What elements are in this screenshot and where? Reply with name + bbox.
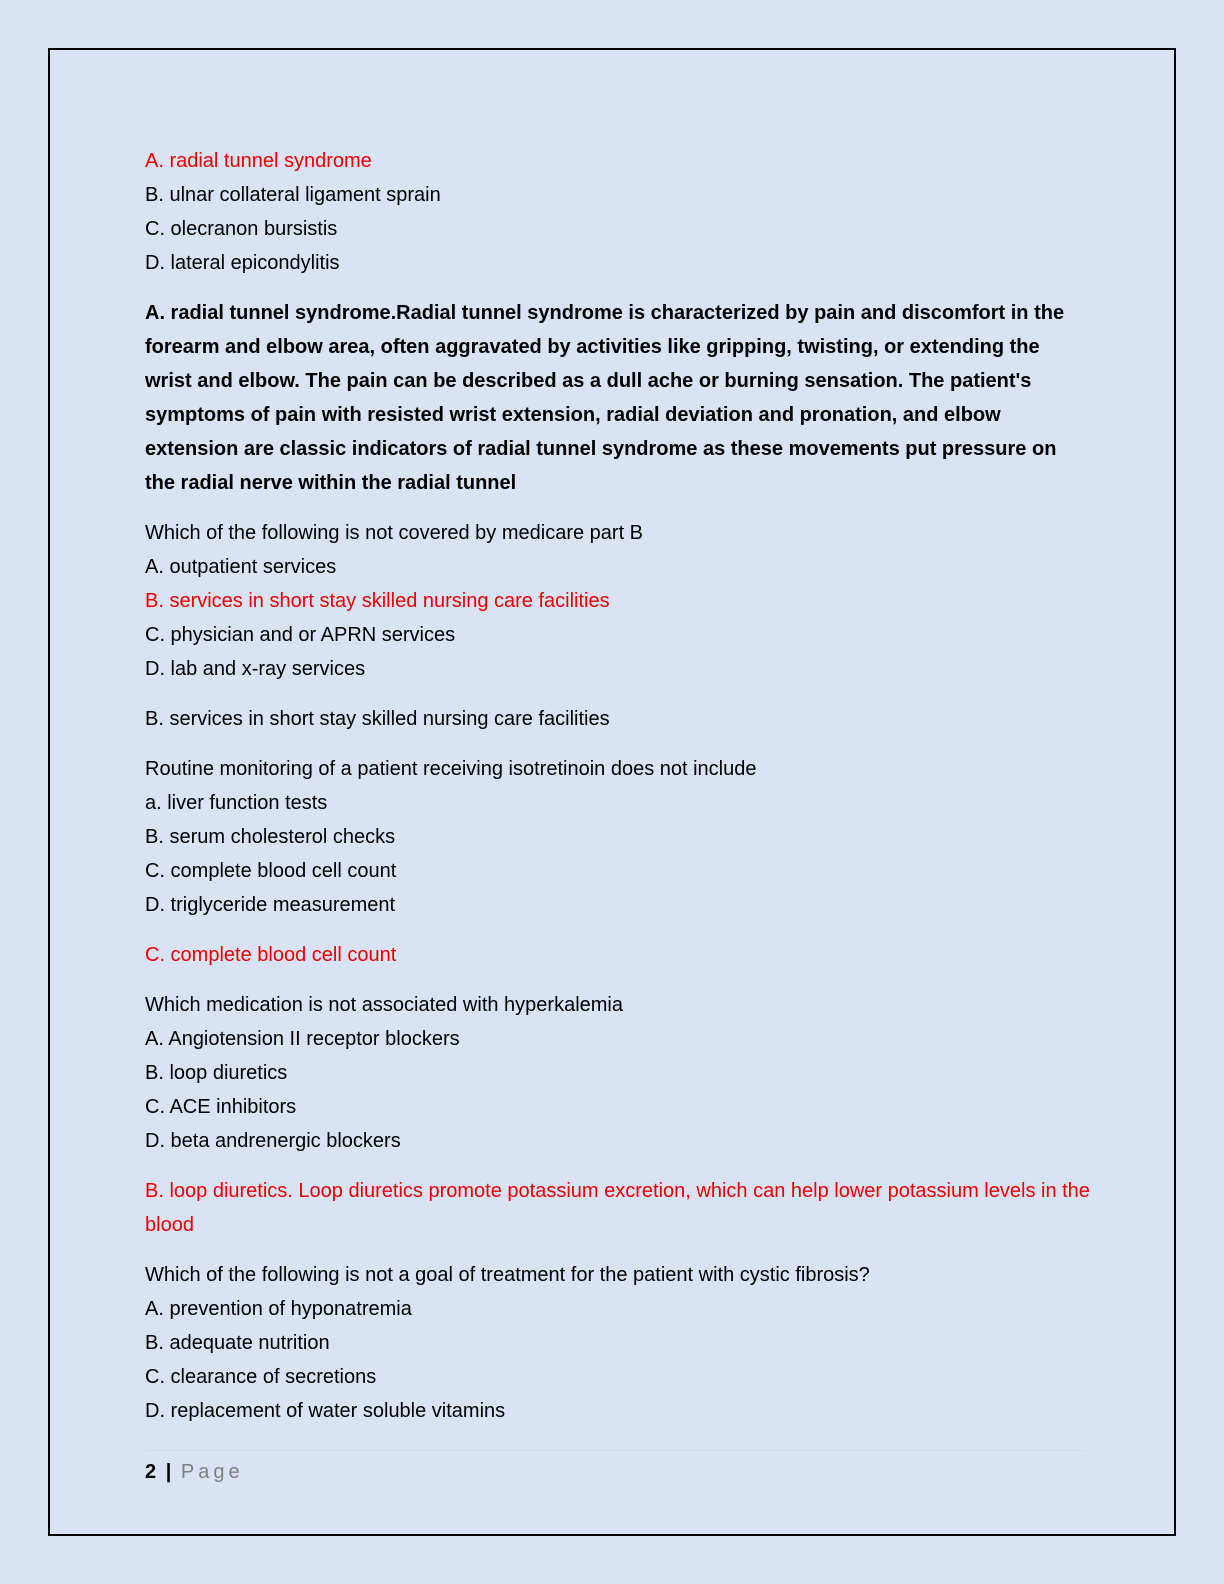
footer-separator: | — [165, 1461, 172, 1483]
q2-option-a: A. outpatient services — [145, 556, 337, 578]
page-number: 2 — [145, 1461, 157, 1483]
q4-option-b: B. loop diuretics — [145, 1062, 288, 1084]
q4-option-d: D. beta andrenergic blockers — [145, 1130, 401, 1152]
q1-option-b: B. ulnar collateral ligament sprain — [145, 184, 441, 206]
page-label: Page — [180, 1461, 244, 1483]
question-2 — [145, 516, 1090, 686]
q3-option-a: a. liver function tests — [145, 792, 328, 814]
q2-question: Which of the following is not covered by medicare part B — [145, 522, 644, 544]
q2-option-c: C. physician and or APRN services — [145, 624, 456, 646]
q1-answer-text: A. radial tunnel syndrome.Radial tunnel syndrome is characterized by pain and discomfort in the forearm and elbow area, often aggravated by activities like gripping, twisting, or extending the wrist and elbow. The pain can be described as a dull ache or burning sensation. The patient's symptoms of pain with resisted wrist extension, radial deviation and pronation, and elbow extension are classic indicators of radial tunnel syndrome as these movements put pressure on the radial nerve within the radial tunnel — [145, 302, 1065, 494]
question-4 — [145, 988, 1090, 1158]
q3-option-b: B. serum cholesterol checks — [145, 826, 396, 848]
q5-option-a: A. prevention of hyponatremia — [145, 1298, 412, 1320]
q4-option-c: C. ACE inhibitors — [145, 1096, 297, 1118]
document-body — [145, 144, 1090, 1444]
page-footer — [145, 1450, 1085, 1489]
q2-option-b: B. services in short stay skilled nursing care facilities — [145, 590, 610, 612]
question-2-answer — [145, 702, 1090, 736]
question-3-answer — [145, 938, 1090, 972]
question-1-options — [145, 144, 1090, 280]
q4-option-a: A. Angiotension II receptor blockers — [145, 1028, 460, 1050]
q5-option-d: D. replacement of water soluble vitamins — [145, 1400, 506, 1422]
q1-option-c: C. olecranon bursistis — [145, 218, 338, 240]
q1-option-d: D. lateral epicondylitis — [145, 252, 340, 274]
q3-question: Routine monitoring of a patient receiving isotretinoin does not include — [145, 758, 757, 780]
q2-answer-text: B. services in short stay skilled nursing care facilities — [145, 708, 610, 730]
question-1-answer — [145, 296, 1090, 500]
q5-question: Which of the following is not a goal of treatment for the patient with cystic fibrosis? — [145, 1264, 870, 1286]
q5-option-c: C. clearance of secretions — [145, 1366, 377, 1388]
q2-option-d: D. lab and x-ray services — [145, 658, 366, 680]
q3-answer-text: C. complete blood cell count — [145, 944, 397, 966]
q1-option-a: A. radial tunnel syndrome — [145, 150, 372, 172]
q3-option-d: D. triglyceride measurement — [145, 894, 396, 916]
q3-option-c: C. complete blood cell count — [145, 860, 397, 882]
question-5 — [145, 1258, 1090, 1428]
question-3 — [145, 752, 1090, 922]
q5-option-b: B. adequate nutrition — [145, 1332, 330, 1354]
q4-answer-text: B. loop diuretics. Loop diuretics promote potassium excretion, which can help lower potassium levels in the blood — [145, 1180, 1090, 1236]
question-4-answer — [145, 1174, 1090, 1242]
q4-question: Which medication is not associated with hyperkalemia — [145, 994, 623, 1016]
